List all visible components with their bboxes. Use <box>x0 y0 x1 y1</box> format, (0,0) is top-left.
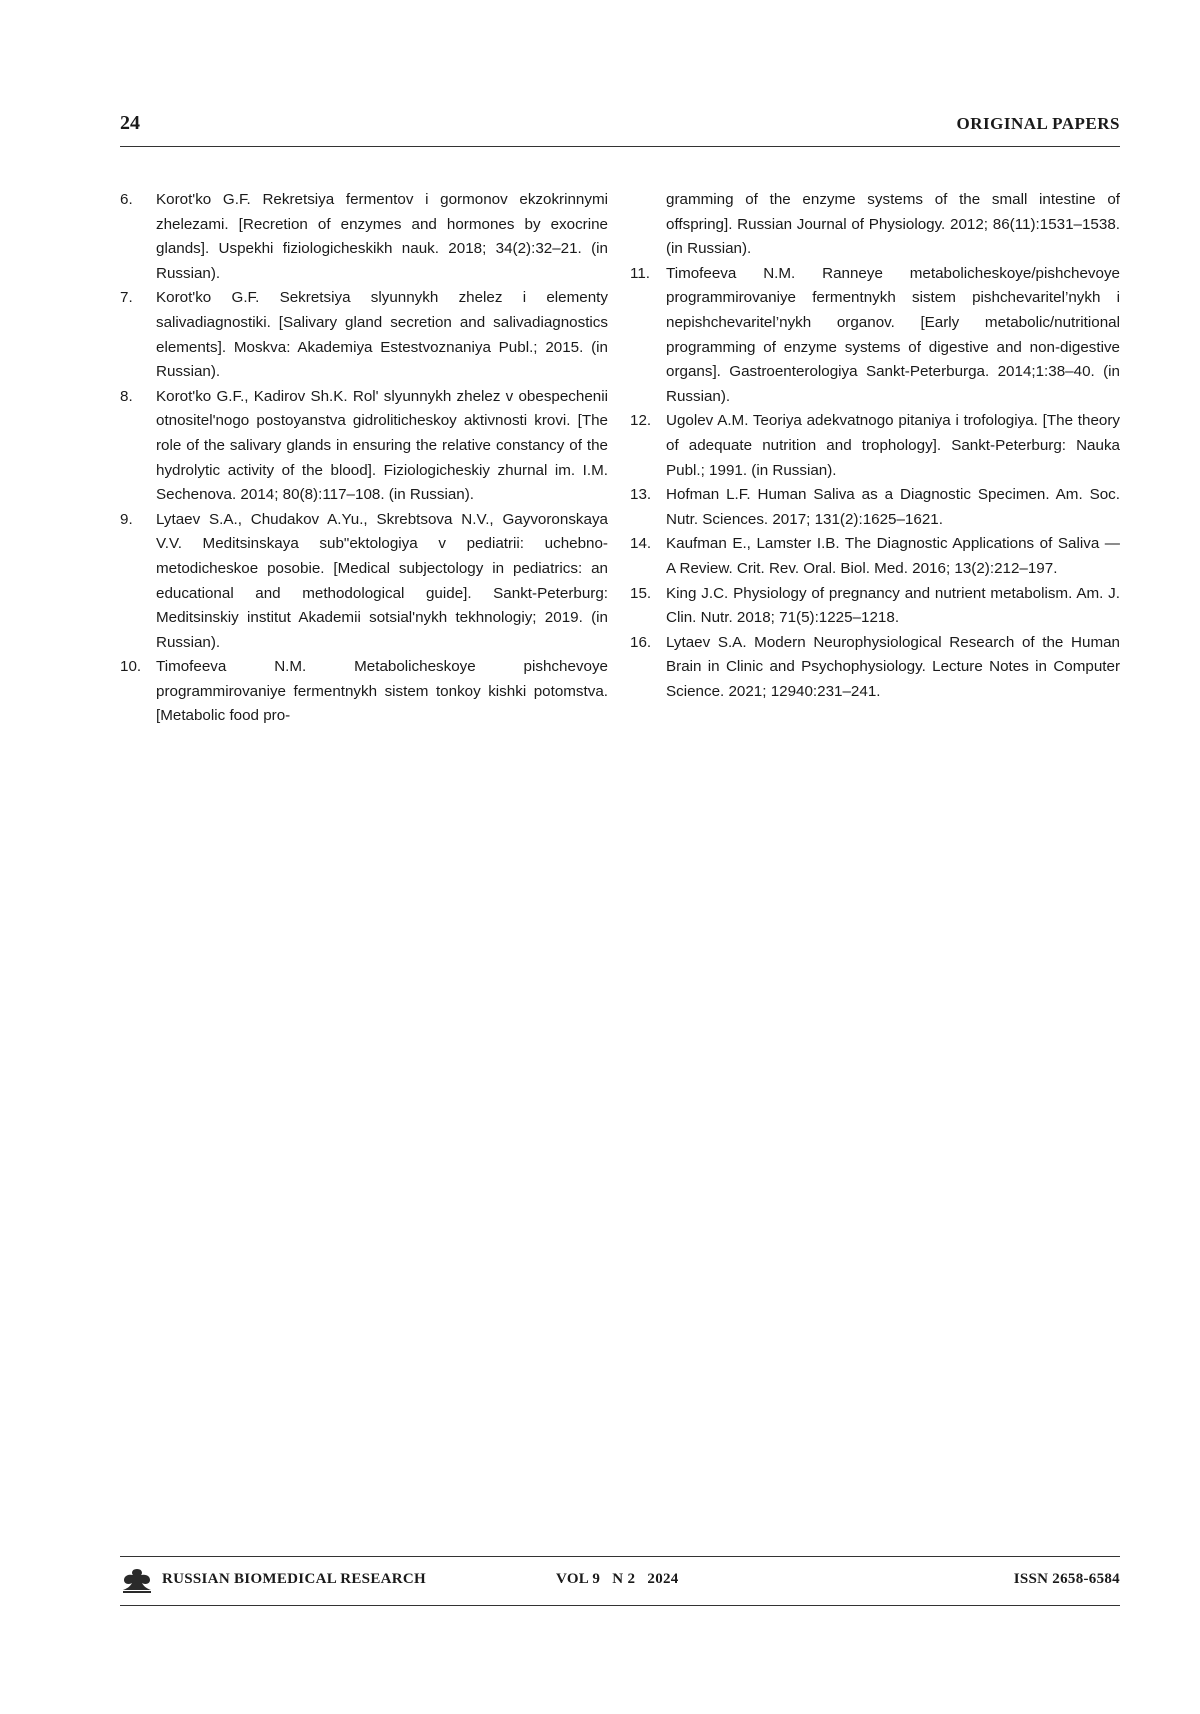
page-footer <box>120 1556 1120 1606</box>
reference-number: 9. <box>120 510 133 528</box>
rbr-logo-icon <box>120 1567 154 1595</box>
reference-item <box>120 286 608 384</box>
reference-text: Kaufman E., Lamster I.B. The Diagnostic Applications of Saliva — A Review. Crit. Rev. Oral. Biol. Med. 2016; 13(2):212–197. <box>666 535 1120 577</box>
reference-item <box>630 262 1120 410</box>
reference-number: 7. <box>120 289 133 307</box>
section-title: ORIGINAL PAPERS <box>956 114 1120 133</box>
reference-column-left <box>120 188 608 729</box>
reference-item <box>630 409 1120 483</box>
reference-number: 16. <box>630 633 652 651</box>
reference-text: Lytaev S.A. Modern Neurophysiological Research of the Human Brain in Clinic and Psychophysiology. Lecture Notes in Computer Science. 2021; 12940:231–241. <box>666 633 1120 700</box>
reference-item <box>630 532 1120 581</box>
volume-info: VOL 9 N 2 2024 <box>556 1571 679 1587</box>
reference-text: Ugolev A.M. Teoriya adekvatnogo pitaniya i trofologiya. [The theory of adequate nutrition and trophology]. Sankt-Peterburg: Nauka Publ.; 1991. (in Russian). <box>666 412 1120 479</box>
reference-number: 13. <box>630 486 652 504</box>
reference-text: King J.C. Physiology of pregnancy and nutrient metabolism. Am. J. Clin. Nutr. 2018; 71(5):1225–1218. <box>666 584 1120 627</box>
reference-item <box>120 385 608 508</box>
reference-number: 12. <box>630 412 652 430</box>
reference-text: Hofman L.F. Human Saliva as a Diagnostic Specimen. Am. Soc. Nutr. Sciences. 2017; 131(2):1625–1621. <box>666 486 1120 528</box>
reference-number: 15. <box>630 584 652 602</box>
reference-text: Korot'ko G.F., Kadirov Sh.K. Rol' slyunnykh zhelez v obespechenii otnositel'nogo postoyanstva gidroliticheskoy aktivnosti krovi. [The role of the salivary glands in ensuring the relative constancy of the hydrolytic activity of the blood]. Fiziologicheskiy zhurnal im. I.M. Sechenova. 2014; 80(8):117–108. (in Russian). <box>156 387 608 504</box>
reference-text: Korot'ko G.F. Rekretsiya fermentov i gormonov ekzokrinnymi zhelezami. [Recretion of enzymes and hormones by exocrine glands]. Uspekhi fiziologicheskikh nauk. 2018; 34(2):32–21. (in Russian). <box>156 191 608 282</box>
reference-item <box>630 483 1120 532</box>
reference-item <box>120 655 608 729</box>
reference-column-right <box>630 188 1120 704</box>
reference-item <box>120 188 608 286</box>
journal-name: RUSSIAN BIOMEDICAL RESEARCH <box>162 1571 426 1587</box>
reference-number: 14. <box>630 535 652 553</box>
page-header <box>120 108 1120 147</box>
reference-continuation: gramming of the enzyme systems of the small intestine of offspring]. Russian Journal of Physiology. 2012; 86(11):1531–1538. (in Russian). <box>666 191 1120 258</box>
issn-number: ISSN 2658-6584 <box>1013 1571 1120 1587</box>
reference-text: Korot'ko G.F. Sekretsiya slyunnykh zhelez i elementy salivadiagnostiki. [Salivary gland secretion and salivadiagnostics elements]. Moskva: Akademiya Estestvoznaniya Publ.; 2015. (in Russian). <box>156 289 608 381</box>
reference-text: Lytaev S.A., Chudakov A.Yu., Skrebtsova N.V., Gayvoronskaya V.V. Meditsinskaya sub"ektologiya v pediatrii: uchebno-metodicheskoe posobie. [Medical subjectology in pediatrics: an educational and methodological guide]. Sankt-Peterburg: Meditsinskiy institut Akademii sotsial'nykh tekhnologiy; 2019. (in Russian). <box>156 510 608 651</box>
reference-number: 11. <box>630 264 650 282</box>
reference-number: 6. <box>120 191 133 208</box>
reference-item <box>120 508 608 656</box>
reference-item <box>630 631 1120 705</box>
reference-item <box>630 582 1120 631</box>
reference-number: 10. <box>120 658 142 676</box>
page-number: 24 <box>120 112 140 134</box>
reference-text: Timofeeva N.M. Metabolicheskoye pishchevoye programmirovaniye fermentnykh sistem tonkoy kishki potomstva. [Metabolic food pro- <box>156 658 608 725</box>
reference-text: Timofeeva N.M. Ranneye metabolicheskoye/pishchevoye programmirovaniye fermentnykh sistem pishchevaritel’nykh i nepishchevaritel’nykh organov. [Early metabolic/nutritional programming of enzyme systems of digestive and non-digestive organs]. Gastroenterologiya Sankt-Peterburga. 2014;1:38–40. (in Russian). <box>666 264 1120 405</box>
reference-number: 8. <box>120 387 133 405</box>
